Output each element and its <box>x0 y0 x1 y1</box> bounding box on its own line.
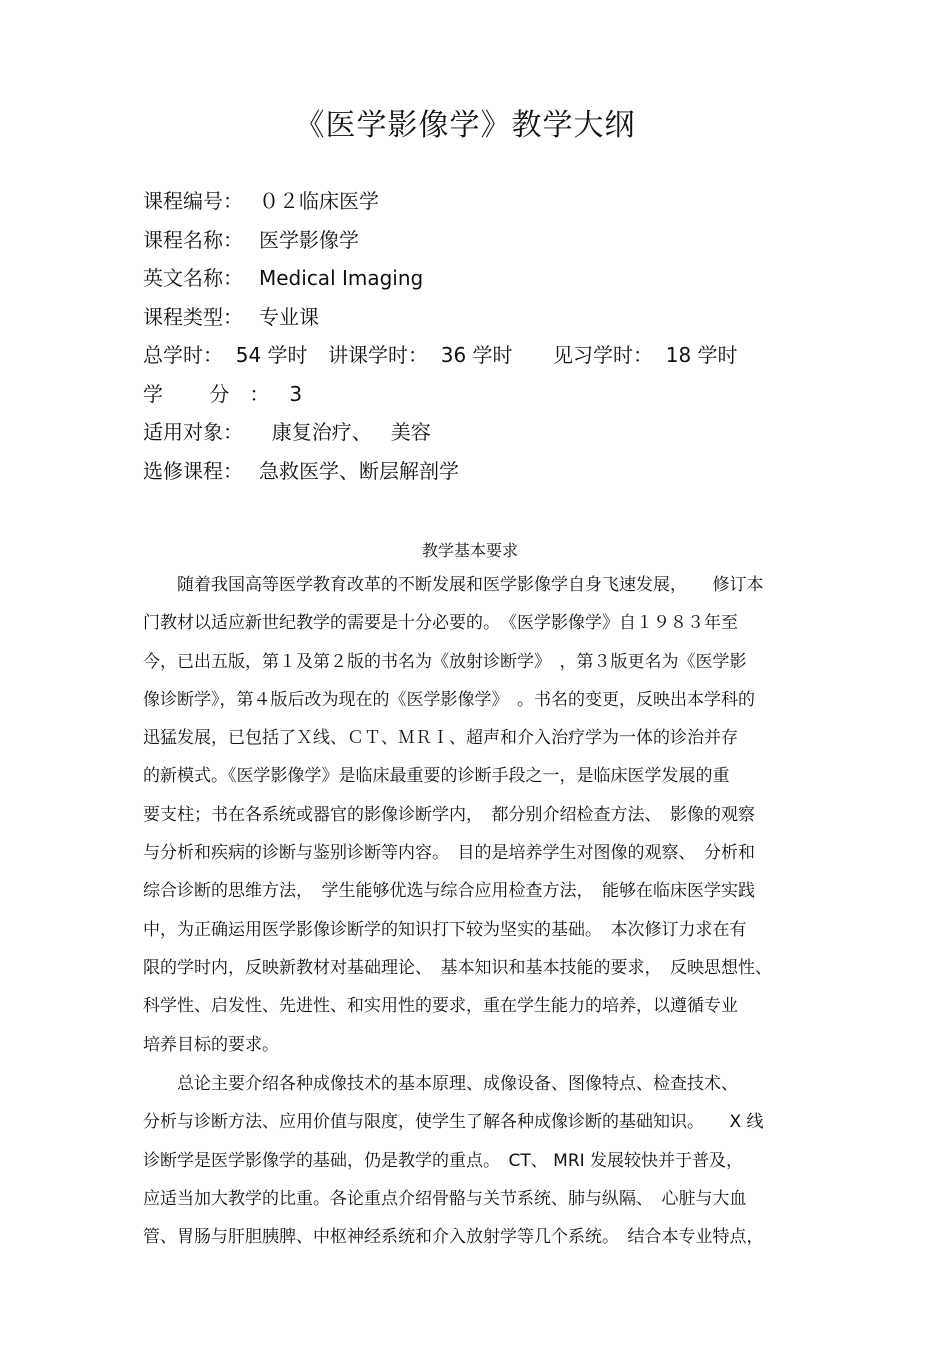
document-title: 《医学影像学》教学大纲 <box>294 108 636 143</box>
paragraph-line: 诊断学是医学影像学的基础，仍是教学的重点。 CT、 MRI 发展较快并于普及， <box>143 1150 744 1171</box>
course-type-value: 专业课 <box>259 304 319 329</box>
elective-row <box>143 456 738 495</box>
paragraph-line: 培养目标的要求。 <box>143 1034 279 1055</box>
credit-label: 学 分： <box>143 381 290 406</box>
paragraph-line: 门教材以适应新世纪教学的需要是十分必要的。 《医学影像学》自１９８３年至 <box>143 613 738 634</box>
paragraph-2 <box>143 1071 811 1262</box>
paragraph-line: 随着我国高等医学教育改革的不断发展和医学影像学自身飞速发展， 修订本 <box>143 575 764 595</box>
paragraph-line: 中，为正确运用医学影像诊断学的知识打下较为坚实的基础。 本次修订力求在有 <box>143 919 747 940</box>
paragraph-line: 科学性、启发性、先进性、和实用性的要求，重在学生能力的培养，以遵循专业 <box>143 996 738 1017</box>
english-name-value: Medical Imaging <box>259 266 424 290</box>
elective-value: 急救医学、断层解剖学 <box>259 458 459 483</box>
paragraph-line: 与分析和疾病的诊断与鉴别诊断等内容。 目的是培养学生对图像的观察、 分析和 <box>143 843 755 864</box>
paragraph-line: 迅猛发展，已包括了Ｘ线、ＣＴ、ＭＲＩ、超声和介入治疗学为一体的诊治并存 <box>143 728 738 749</box>
credit-value: 3 <box>289 381 303 406</box>
paragraph-1 <box>143 572 811 1070</box>
total-hours: 总学时： 54 学时 <box>143 343 308 367</box>
course-code-value: ０２临床医学 <box>259 189 379 213</box>
course-code-row <box>143 186 738 225</box>
hours-row <box>143 340 738 379</box>
english-name-label: 英文名称： <box>143 266 243 290</box>
course-info <box>143 186 738 494</box>
paragraph-line: 的新模式。《医学影像学》是临床最重要的诊断手段之一，是临床医学发展的重 <box>143 766 730 787</box>
paragraph-line: 总论主要介绍各种成像技术的基本原理、成像设备、图像特点、检查技术、 <box>143 1074 738 1094</box>
paragraph-line: 限的学时内，反映新教材对基础理论、 基本知识和基本技能的要求， 反映思想性、 <box>143 957 772 978</box>
practice-hours: 见习学时： 18 学时 <box>553 343 738 367</box>
credit-row <box>143 379 738 418</box>
section-heading: 教学基本要求 <box>421 541 518 560</box>
course-type-label: 课程类型： <box>143 304 243 329</box>
audience-label: 适用对象： <box>143 420 243 444</box>
lecture-hours: 讲课学时： 36 学时 <box>328 343 513 367</box>
course-code-label: 课程编号： <box>143 189 243 213</box>
paragraph-line: 分析与诊断方法、应用价值与限度，使学生了解各种成像诊断的基础知识。 X 线 <box>143 1112 764 1133</box>
paragraph-line: 今，已出五版，第１及第２版的书名为《放射诊断学》 ，第３版更名为《医学影 <box>143 651 747 672</box>
course-name-label: 课程名称： <box>143 227 243 252</box>
english-name-row <box>143 263 738 302</box>
audience-row <box>143 417 738 456</box>
audience-value: 康复治疗、 美容 <box>259 420 431 444</box>
course-type-row <box>143 302 738 341</box>
paragraph-line: 应适当加大教学的比重。各论重点介绍骨骼与关节系统、肺与纵隔、 心脏与大血 <box>143 1188 747 1209</box>
elective-label: 选修课程： <box>143 458 243 483</box>
paragraph-line: 要支柱；书在各系统或器官的影像诊断学内， 都分别介绍检查方法、 影像的观察 <box>143 804 755 825</box>
course-name-value: 医学影像学 <box>259 227 359 252</box>
paragraph-line: 管、胃肠与肝胆胰脾、中枢神经系统和介入放射学等几个系统。 结合本专业特点， <box>143 1227 764 1248</box>
paragraph-line: 综合诊断的思维方法， 学生能够优选与综合应用检查方法， 能够在临床医学实践 <box>143 881 755 902</box>
course-name-row <box>143 225 738 264</box>
paragraph-line: 像诊断学》，第４版后改为现在的《医学影像学》 。书名的变更，反映出本学科的 <box>143 689 755 710</box>
